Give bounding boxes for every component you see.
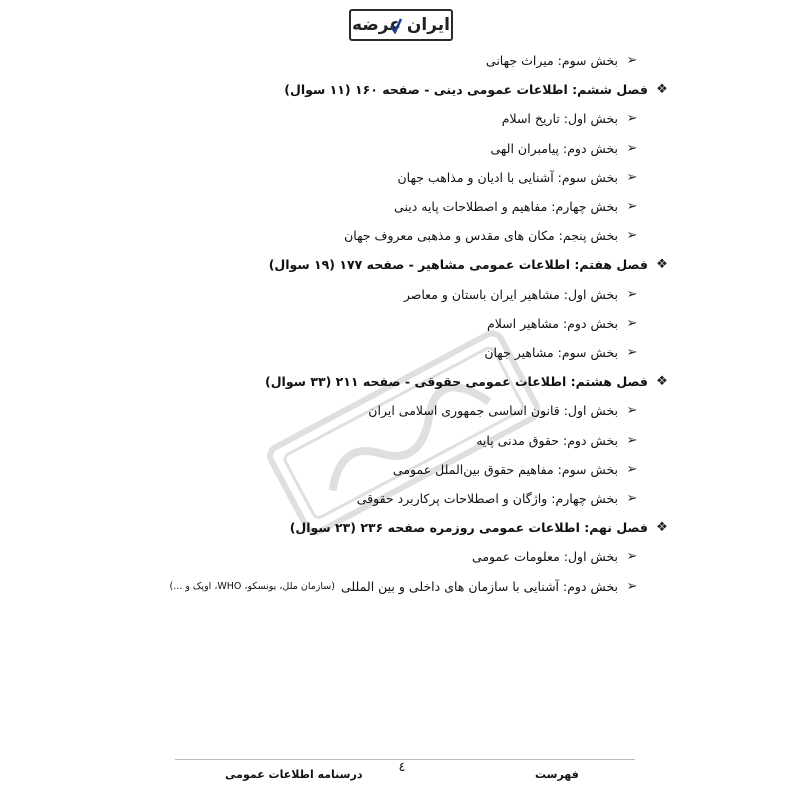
toc-item: [404, 282, 640, 308]
toc-item: [170, 574, 640, 600]
arrow-bullet-icon: ➢: [626, 199, 638, 214]
diamond-bullet-icon: ❖: [656, 374, 668, 390]
diamond-bullet-icon: ❖: [656, 82, 668, 98]
footer-section-title: فهرست: [535, 768, 579, 781]
toc-item: [397, 165, 640, 191]
arrow-bullet-icon: ➢: [626, 111, 638, 127]
arrow-bullet-icon: ➢: [626, 432, 638, 448]
arrow-bullet-icon: ➢: [626, 345, 638, 360]
page-number: ٤: [398, 760, 406, 775]
toc-item: [502, 106, 640, 132]
toc-text: بخش اول: مشاهیر ایران باستان و معاصر: [403, 286, 618, 302]
toc-item: [394, 194, 640, 220]
toc-text: بخش سوم: آشنایی با ادیان و مذاهب جهان: [397, 169, 618, 185]
toc-item: [484, 340, 640, 366]
toc-item: [393, 457, 640, 483]
arrow-bullet-icon: ➢: [626, 549, 638, 565]
toc-text: بخش دوم: حقوق مدنی پایه: [476, 432, 618, 448]
toc-text: بخش اول: معلومات عمومی: [471, 549, 618, 565]
toc-text: فصل نهم: اطلاعات عمومی روزمره صفحه ۲۳۶ (۲۳ سوال): [289, 520, 648, 536]
toc-text: بخش سوم: میراث جهانی: [485, 53, 618, 68]
toc-chapter: [290, 515, 670, 541]
arrow-bullet-icon: ➢: [626, 286, 638, 302]
toc-text: بخش اول: قانون اساسی جمهوری اسلامی ایران: [368, 403, 618, 419]
toc-text: بخش چهارم: مفاهیم و اصطلاحات پایه دینی: [394, 199, 618, 214]
toc-note: (سازمان ملل، یونسکو، WHO، اوپک و ...): [169, 580, 335, 592]
footer-book-title: درسنامه اطلاعات عمومی: [225, 768, 363, 781]
toc-item: [357, 486, 640, 512]
toc-text: بخش دوم: پیامبران الهی: [490, 140, 618, 156]
toc-item: [486, 48, 640, 74]
arrow-bullet-icon: ➢: [626, 315, 638, 331]
toc-text: بخش سوم: مفاهیم حقوق بین‌الملل عمومی: [392, 461, 618, 477]
toc-item: [368, 398, 640, 424]
arrow-bullet-icon: ➢: [626, 228, 638, 244]
arrow-bullet-icon: ➢: [626, 53, 638, 68]
table-of-contents: [150, 0, 670, 700]
toc-chapter: [284, 77, 670, 103]
arrow-bullet-icon: ➢: [626, 578, 638, 594]
arrow-bullet-icon: ➢: [626, 140, 638, 156]
toc-item: [487, 311, 640, 337]
brand-logo-text: ایران عرضه: [352, 15, 450, 35]
toc-text: بخش دوم: مشاهیر اسلام: [486, 315, 618, 331]
toc-item: [344, 223, 640, 249]
toc-text: بخش پنجم: مکان های مقدس و مذهبی معروف جهان: [344, 228, 618, 244]
toc-text: فصل هشتم: اطلاعات عمومی حقوقی - صفحه ۲۱۱ (۳۳ سوال): [265, 374, 648, 390]
toc-text: فصل هفتم: اطلاعات عمومی مشاهیر - صفحه ۱۷۷ (۱۹ سوال): [268, 257, 648, 273]
arrow-bullet-icon: ➢: [626, 169, 638, 185]
toc-text: بخش دوم: آشنایی با سازمان های داخلی و بین المللی: [340, 578, 618, 594]
toc-text: بخش سوم: مشاهیر جهان: [484, 345, 618, 360]
toc-item: [491, 136, 641, 162]
toc-text: بخش چهارم: واژگان و اصطلاحات پرکاربرد حقوقی: [356, 491, 618, 506]
toc-chapter: [265, 369, 670, 395]
diamond-bullet-icon: ❖: [656, 257, 668, 273]
diamond-bullet-icon: ❖: [656, 520, 668, 536]
toc-item: [476, 428, 640, 454]
arrow-bullet-icon: ➢: [626, 461, 638, 477]
toc-text: بخش اول: تاریخ اسلام: [501, 111, 618, 127]
toc-chapter: [269, 252, 670, 278]
arrow-bullet-icon: ➢: [626, 491, 638, 506]
toc-item: [472, 544, 640, 570]
toc-text: فصل ششم: اطلاعات عمومی دینی - صفحه ۱۶۰ (۱۱ سوال): [284, 82, 648, 98]
arrow-bullet-icon: ➢: [626, 403, 638, 419]
